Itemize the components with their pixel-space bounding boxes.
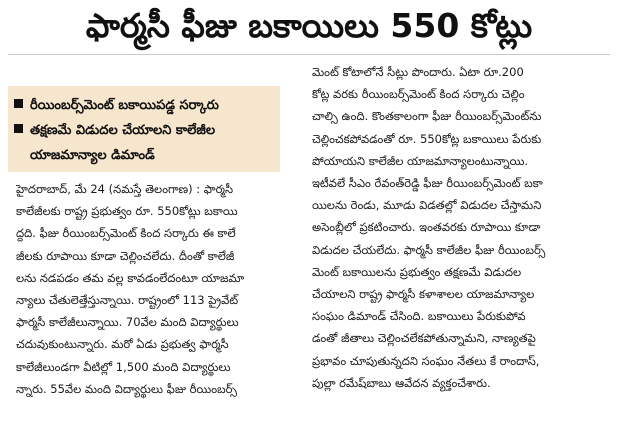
text-line: సంఘం డిమాండ్ చేసింది. బకాయిలు పేరుకుపోవ: [312, 309, 526, 324]
text-line: పోయాయని కాలేజీల యాజమాన్యాలంటున్నాయి.: [312, 153, 529, 168]
text-line: న్యాలు చేతులెత్తేస్తున్నాయి. రాష్ట్రంలో 113 ప్రైవేట్: [16, 293, 239, 308]
text-line: చేయాలని రాష్ట్ర ఫార్మసీ కళాశాలల యాజమాన్యాల: [312, 287, 535, 302]
text-line: చదువుకుంటున్నారు. మరో ఏడు ప్రభుత్వ ఫార్మసీ: [16, 337, 229, 352]
article-column-left: [16, 178, 292, 400]
text-line: యిలను రెండు, మూడు విడతల్లో విడుదల చేస్తామని: [312, 198, 542, 213]
text-line: అసెంబ్లీలో ప్రకటించారు. ఇంతవరకు రూపాయి కూడా: [312, 220, 541, 235]
bullet-square-icon: [14, 99, 23, 108]
article-column-right: [312, 61, 612, 394]
text-line: ప్రభావం చూపుతున్నదని సంఘం నేతలు కే రాందాస్,: [312, 353, 540, 368]
highlights-box: [8, 86, 280, 172]
text-line: హైదరాబాద్, మే 24 (నమస్తే తెలంగాణ) : ఫార్మసీ: [16, 182, 234, 196]
text-line: జీలకు రూపాయి కూడా చెల్లించలేదు. దీంతో కాలేజీ: [16, 248, 235, 263]
headline: ఫార్మసీ ఫీజు బకాయిలు 550 కోట్లు: [85, 6, 533, 45]
highlight-line: యాజమాన్యాల డిమాండ్: [30, 148, 155, 163]
text-line: ఫార్మసీ కాలేజీలున్నాయి. 70వేల మంది విద్యార్థులు: [16, 315, 239, 330]
text-line: న్నారు. 55వేల మంది విద్యార్థులు ఫీజు రీయింబర్స్: [16, 381, 237, 396]
text-line: చెల్లించకపోవడంతో రూ. 550కోట్ల బకాయిలు పేరుకు: [312, 131, 542, 146]
headline-divider: [8, 54, 610, 55]
text-line: మెంట్ కోటాలోనే సీట్లు పొందారు. ఏటా రూ.200: [312, 65, 524, 79]
bullet-square-icon: [14, 124, 23, 133]
text-line: చాల్సి ఉంది. కొంతకాలంగా ఫీజు రీయింబర్స్‌మెంట్‌ను: [312, 109, 542, 124]
text-line: కోట్ల వరకు రీయింబర్స్‌మెంట్ కింద సర్కారు చెల్లిం: [312, 87, 525, 102]
text-line: విడుదల చేయలేదు. ఫార్మసీ కాలేజీల ఫీజు రీయింబర్స్: [312, 242, 546, 257]
text-line: పుల్లా రమేష్‌బాబు ఆవేదన వ్యక్తంచేశారు.: [312, 375, 491, 390]
highlight-item: [14, 93, 274, 118]
text-line: డంతో జీతాలు చెల్లించలేకపోతున్నామని, నాణ్యతపై: [312, 331, 536, 346]
text-line: కాలేజీలుండగా వీటిల్లో 1,500 మంది విద్యార్థులు: [16, 359, 231, 374]
text-line: కాలేజీలకు రాష్ట్ర ప్రభుత్వం రూ. 550కోట్లు బకాయి: [16, 204, 238, 219]
text-line: మెంట్ బకాయిలను ప్రభుత్వం తక్షణమే విడుదల: [312, 264, 522, 279]
highlight-line: తక్షణమే విడుదల చేయాలని కాలేజీల: [30, 123, 216, 138]
text-line: ఇటీవలే సీఎం రేవంత్‌రెడ్డి ఫీజు రీయింబర్స్‌మెంట్ బకా: [312, 176, 543, 191]
highlight-item: [14, 118, 274, 168]
highlight-line: రీయింబర్స్‌మెంట్ బకాయిపడ్డ సర్కారు: [30, 98, 219, 113]
text-line: లను నడపడం తమ వల్ల కావడంలేదంటూ యాజమా: [16, 270, 245, 285]
text-line: ద్దది. ఫీజు రీయింబర్స్‌మెంట్ కింద సర్కారు ఈ కాలే: [16, 226, 236, 241]
